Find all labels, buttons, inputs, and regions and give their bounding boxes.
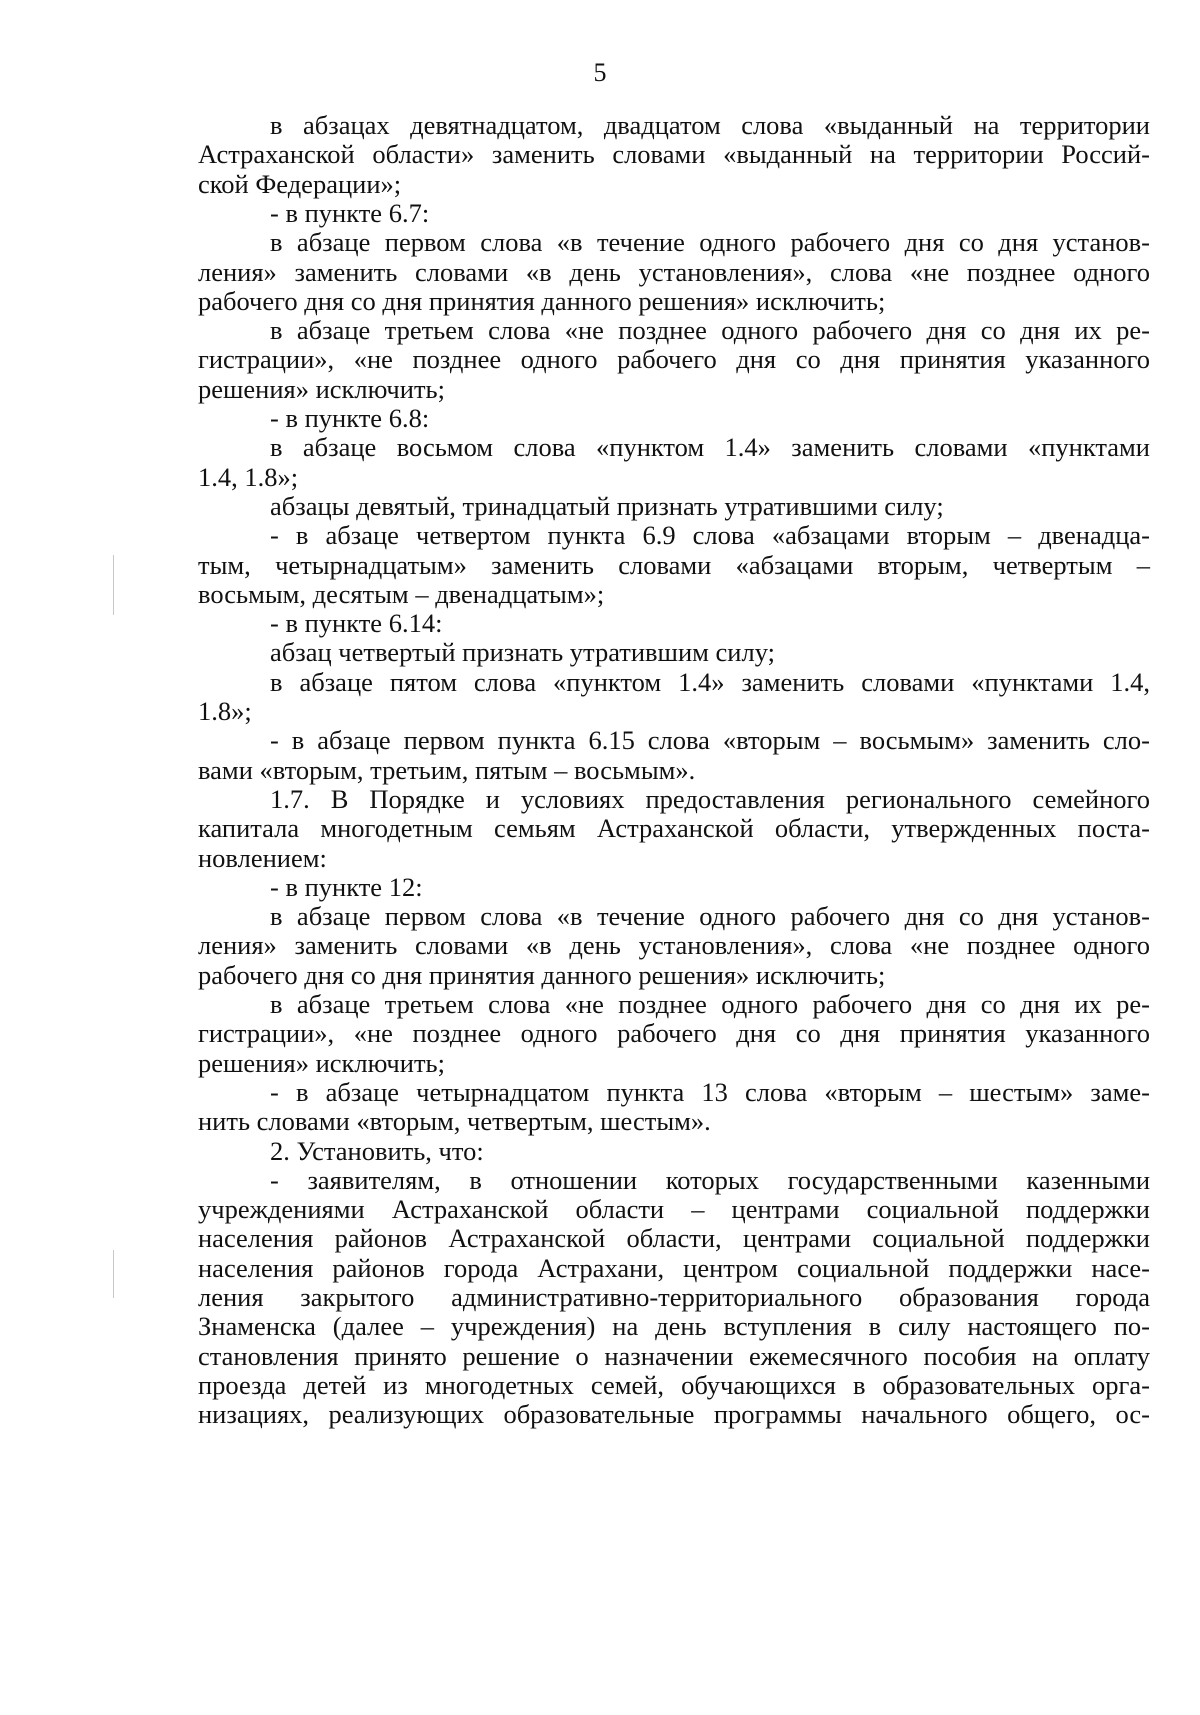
text-line: в абзаце первом слова «в течение одного рабочего дня со дня установ- <box>270 901 1150 932</box>
text-line: - в пункте 6.14: <box>270 608 443 639</box>
text-line: абзац четвертый признать утратившим силу; <box>270 637 775 668</box>
scan-artifact <box>113 1250 114 1298</box>
text-line: 1.7. В Порядке и условиях предоставления регионального семейного <box>270 783 1150 814</box>
text-line: гистрации», «не позднее одного рабочего дня со дня принятия указанного <box>198 1018 1150 1049</box>
text-line: - в пункте 6.8: <box>270 403 430 433</box>
text-line: населения районов Астраханской области, центрами социальной поддержки <box>198 1223 1150 1254</box>
text-line: в абзаце пятом слова «пунктом 1.4» заменить словами «пунктами 1.4, <box>270 666 1150 697</box>
text-line: решения» исключить; <box>198 373 445 404</box>
text-line: - в абзаце первом пункта 6.15 слова «вторым – восьмым» заменить сло- <box>270 725 1150 756</box>
text-line: населения районов города Астрахани, центром социальной поддержки насе- <box>198 1252 1150 1283</box>
text-line: низациях, реализующих образовательные программы начального общего, ос- <box>198 1399 1150 1430</box>
text-line: Знаменска (далее – учреждения) на день вступления в силу настоящего по- <box>198 1311 1150 1342</box>
text-line: ления» заменить словами «в день установления», слова «не позднее одного <box>198 930 1150 961</box>
text-line: проезда детей из многодетных семей, обучающихся в образовательных орга- <box>198 1369 1150 1400</box>
text-line: рабочего дня со дня принятия данного решения» исключить; <box>198 285 886 316</box>
text-line: - в абзаце четвертом пункта 6.9 слова «абзацами вторым – двенадца- <box>270 520 1150 551</box>
text-line: в абзаце восьмом слова «пунктом 1.4» заменить словами «пунктами <box>270 432 1150 463</box>
text-line: новлением: <box>198 842 327 873</box>
text-line: 2. Установить, что: <box>270 1135 484 1166</box>
text-line: 1.8»; <box>198 696 252 726</box>
text-line: 1.4, 1.8»; <box>198 461 299 492</box>
text-line: - в абзаце четырнадцатом пункта 13 слова «вторым – шестым» заме- <box>270 1076 1150 1107</box>
text-line: в абзаце третьем слова «не позднее одного рабочего дня со дня их ре- <box>270 989 1150 1019</box>
text-line: абзацы девятый, тринадцатый признать утратившими силу; <box>270 490 944 521</box>
text-line: становления принято решение о назначении ежемесячного пособия на оплату <box>198 1340 1150 1371</box>
text-line: решения» исключить; <box>198 1047 445 1078</box>
text-line: ления закрытого административно-территориального образования города <box>198 1282 1150 1312</box>
text-line: - заявителям, в отношении которых государственными казенными <box>270 1164 1150 1195</box>
text-line: ления» заменить словами «в день установления», слова «не позднее одного <box>198 256 1150 287</box>
page-number: 5 <box>593 58 607 87</box>
text-line: в абзаце третьем слова «не позднее одного рабочего дня со дня их ре- <box>270 315 1150 346</box>
text-line: - в пункте 12: <box>270 871 423 902</box>
text-line: тым, четырнадцатым» заменить словами «абзацами вторым, четвертым – <box>198 549 1150 580</box>
text-line: в абзацах девятнадцатом, двадцатом слова «выданный на территории <box>270 110 1150 140</box>
text-line: гистрации», «не позднее одного рабочего дня со дня принятия указанного <box>198 344 1150 375</box>
text-line: нить словами «вторым, четвертым, шестым». <box>198 1106 711 1137</box>
text-line: - в пункте 6.7: <box>270 197 430 228</box>
text-line: в абзаце первом слова «в течение одного рабочего дня со дня установ- <box>270 227 1150 258</box>
text-line: восьмым, десятым – двенадцатым»; <box>198 578 605 609</box>
text-line: капитала многодетным семьям Астраханской области, утвержденных поста- <box>198 813 1150 844</box>
text-line: вами «вторым, третьим, пятым – восьмым». <box>198 754 696 785</box>
scan-artifact <box>113 555 114 615</box>
text-line: Астраханской области» заменить словами «выданный на территории Россий- <box>198 139 1150 170</box>
text-line: рабочего дня со дня принятия данного решения» исключить; <box>198 959 886 990</box>
text-line: ской Федерации»; <box>198 168 402 199</box>
text-line: учреждениями Астраханской области – центрами социальной поддержки <box>198 1194 1150 1225</box>
